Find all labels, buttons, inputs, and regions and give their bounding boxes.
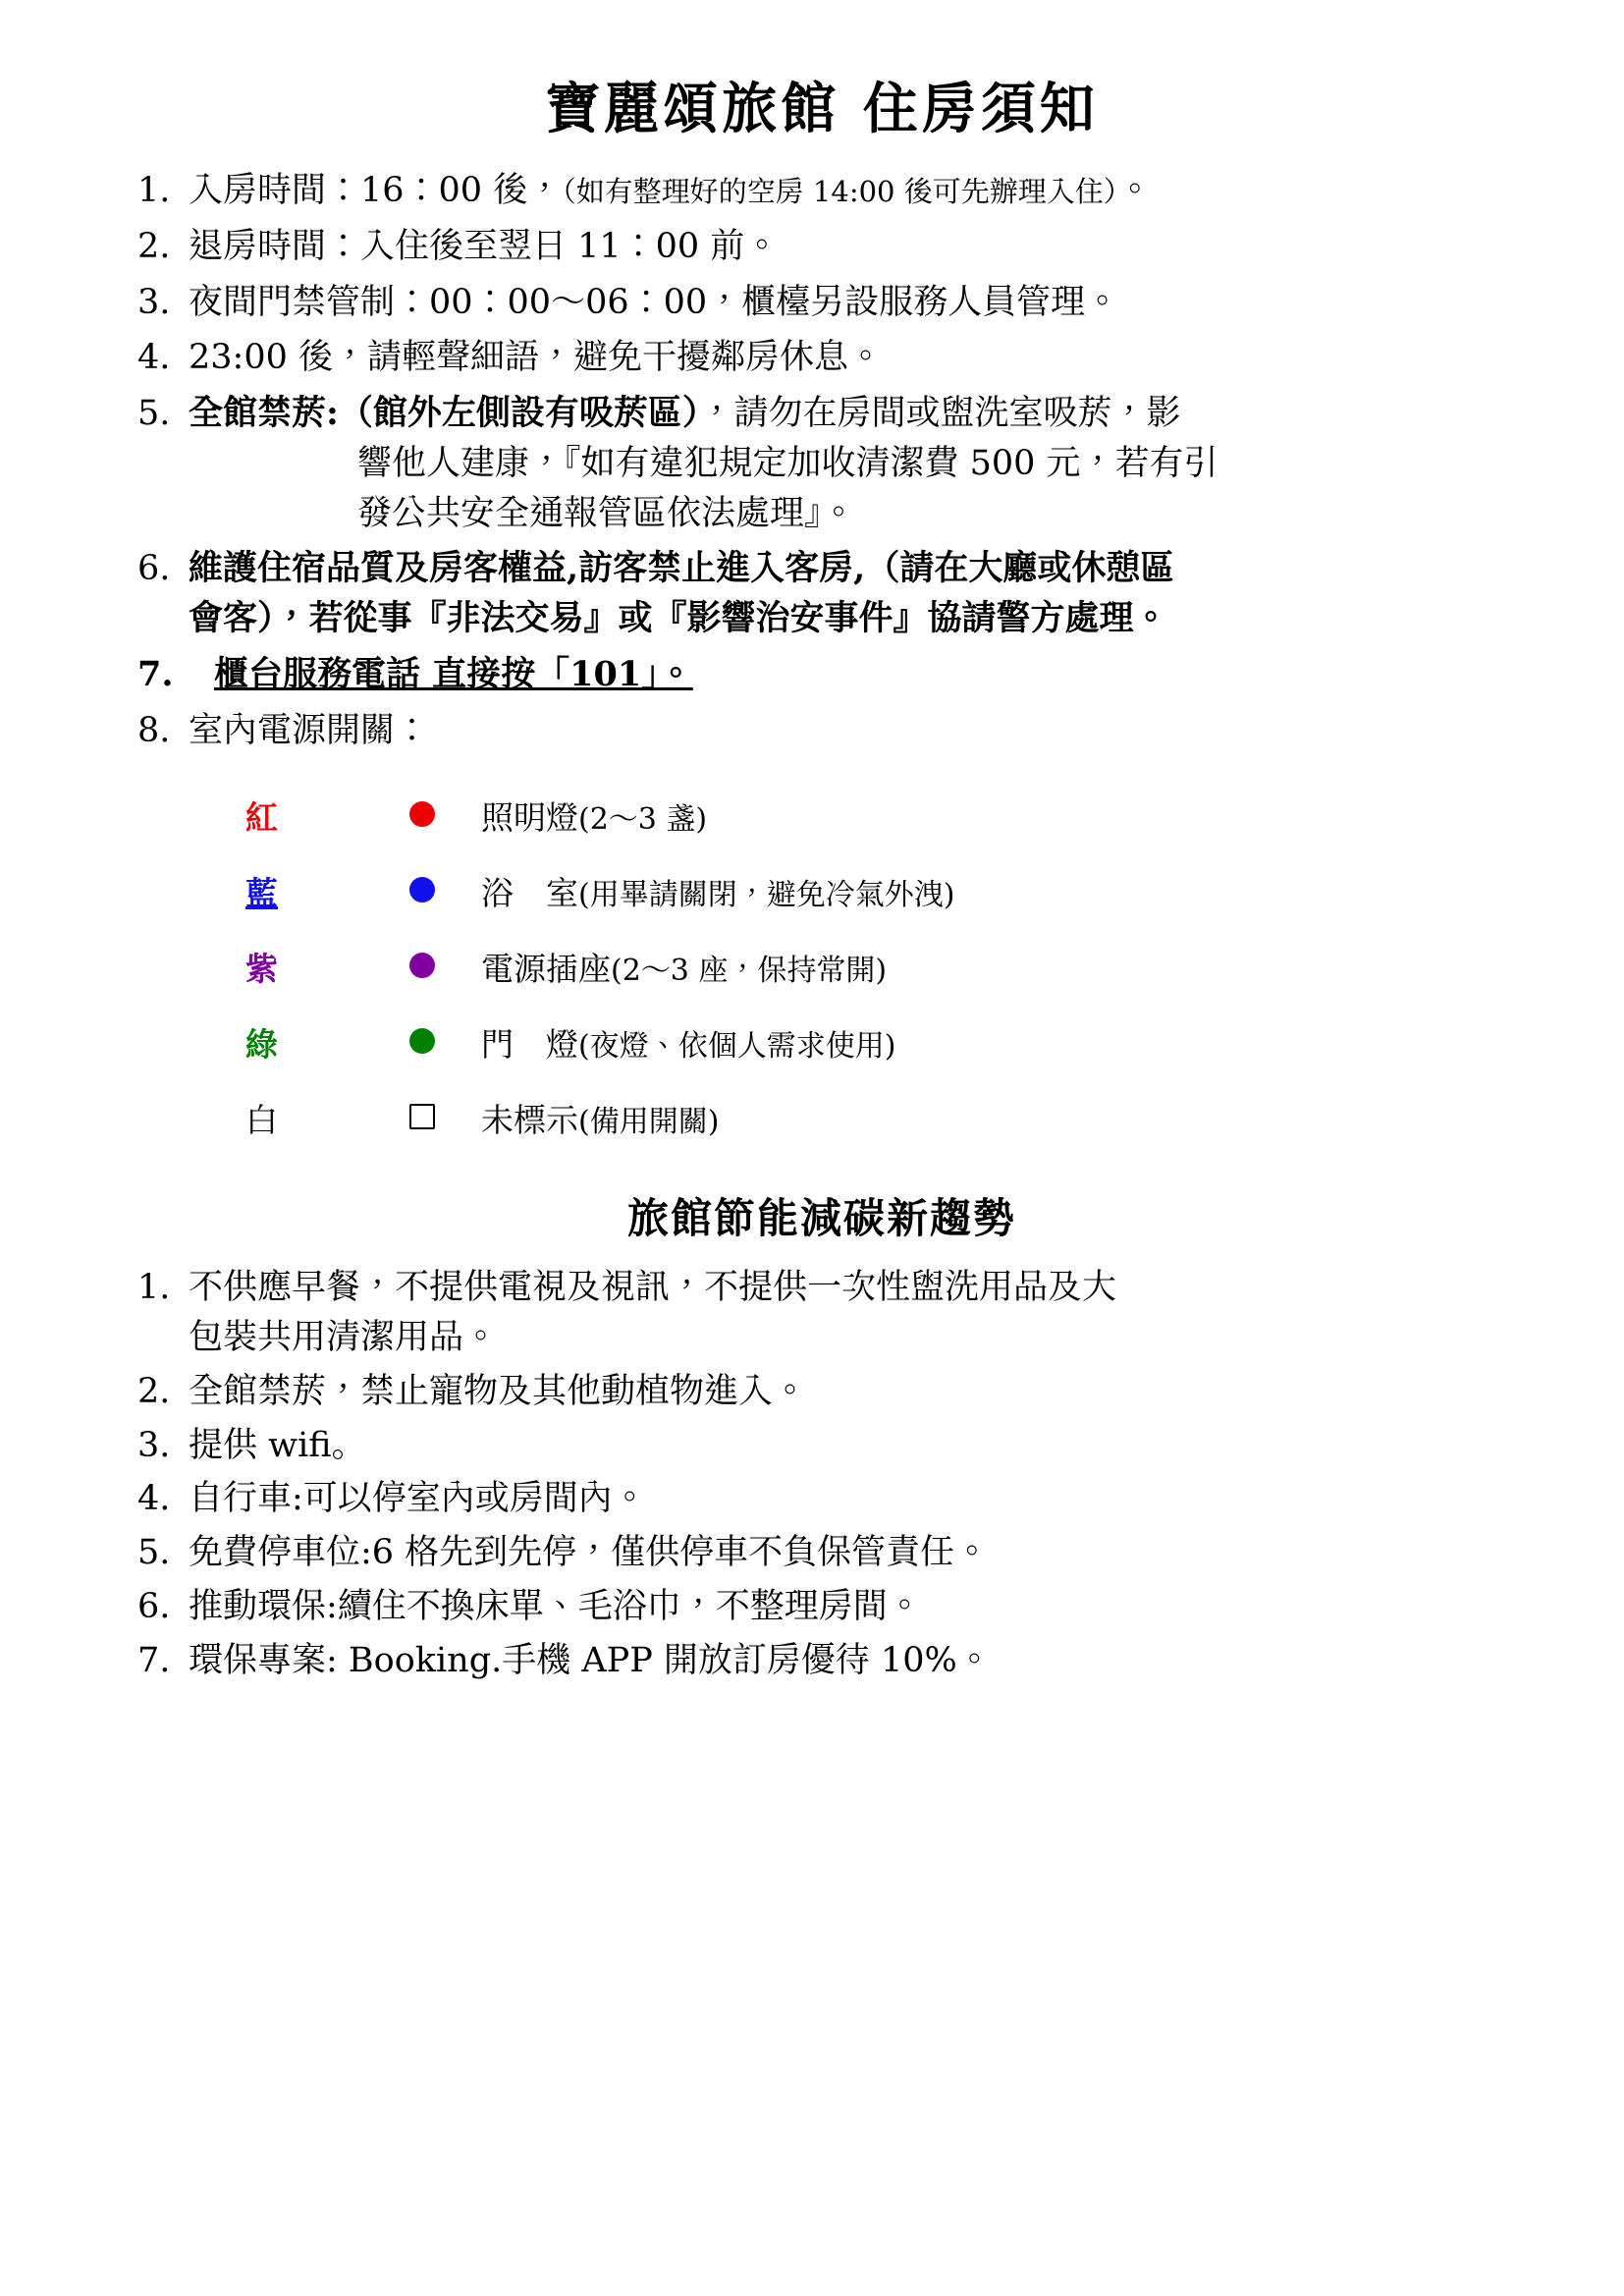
rule-item-4 — [137, 333, 1506, 383]
rule-item-6 — [137, 544, 1506, 644]
switch-function-name: 門 燈 — [481, 1025, 578, 1065]
eco-number: 5. — [137, 1533, 171, 1572]
eco-item-5 — [137, 1528, 1506, 1578]
rule-item-1 — [137, 166, 1506, 216]
switch-row-green — [137, 1006, 954, 1081]
rule-text — [189, 389, 1506, 538]
switch-dot-cell — [363, 930, 481, 1006]
switch-function — [481, 779, 954, 854]
eco-text: 全館禁菸，禁止寵物及其他動植物進入。 — [189, 1371, 808, 1411]
eco-number: 7. — [137, 1640, 171, 1680]
switch-dot-cell — [363, 854, 481, 930]
rule-text — [189, 166, 1506, 216]
switch-function-name: 電源插座 — [481, 950, 611, 989]
blue-circle-icon — [409, 877, 435, 902]
rule-text: 室內電源開關： — [189, 710, 430, 750]
eco-item-1 — [137, 1263, 1506, 1363]
switch-function-note: (備用開關) — [578, 1105, 720, 1140]
switch-color-label: 紫 — [245, 950, 278, 989]
switch-color-label: 藍 — [245, 874, 278, 913]
rule-main: 入房時間：16：00 後， — [189, 171, 563, 210]
purple-circle-icon — [409, 953, 435, 978]
rule-number: 5. — [137, 394, 171, 433]
eco-text — [189, 1263, 1506, 1363]
rule-continuation-1: 響他人建康，『如有違犯規定加收清潔費 500 元，若有引 — [357, 443, 1218, 483]
eco-policy-list — [137, 1263, 1506, 1685]
switch-function — [481, 1006, 954, 1081]
rule-text: 退房時間：入住後至翌日 11：00 前。 — [189, 226, 780, 266]
rule-continuation-2: 發公共安全通報管區依法處理』。 — [357, 493, 856, 533]
switch-dot-cell — [363, 1006, 481, 1081]
eco-text: 免費停車位:6 格先到先停，僅供停車不負保管責任。 — [189, 1533, 990, 1572]
rule-number: 6. — [137, 549, 171, 589]
smoking-area-note: （館外左側設有吸菸區） — [338, 393, 700, 433]
rule-item-3 — [137, 278, 1506, 328]
eco-item-3 — [137, 1421, 1506, 1471]
switch-row-red — [137, 779, 954, 854]
eco-continuation: 包裝共用清潔用品。 — [189, 1318, 499, 1357]
rule-number: 3. — [137, 282, 171, 322]
rule-tail: 。 — [1117, 171, 1153, 210]
switch-color-label: 白 — [245, 1101, 278, 1140]
rule-number: 1. — [137, 171, 171, 210]
eco-item-6 — [137, 1582, 1506, 1632]
switch-function-note: (夜燈、依個人需求使用) — [578, 1029, 896, 1065]
switch-function — [481, 854, 954, 930]
front-desk-phone-text: 櫃台服務電話 直接按「101」。 — [214, 653, 693, 694]
rule-number: 4. — [137, 338, 171, 378]
switch-function-note: (2～3 座，保持常開) — [611, 954, 888, 989]
page-title: 寶麗頌旅館 住房須知 — [545, 77, 1099, 141]
switch-function-note: (2～3 盞) — [578, 802, 708, 838]
eco-main: 不供應早餐，不提供電視及視訊，不提供一次性盥洗用品及大 — [189, 1268, 1117, 1308]
rule-main: ，請勿在房間或盥洗室吸菸，影 — [699, 394, 1181, 433]
rule-text: 23:00 後，請輕聲細語，避免干擾鄰房休息。 — [189, 338, 883, 378]
eco-item-4 — [137, 1474, 1506, 1524]
eco-text: 自行車:可以停室內或房間內。 — [189, 1479, 647, 1519]
eco-number: 3. — [137, 1425, 171, 1465]
rule-main: 維護住宿品質及房客權益,訪客禁止進入客房,（請在大廳或休憩區 — [189, 548, 1175, 589]
eco-text: 環保專案: Booking.手機 APP 開放訂房優待 10%。 — [189, 1640, 992, 1680]
rule-item-5 — [137, 389, 1506, 538]
eco-text: 推動環保:續住不換床單、毛浴巾，不整理房間。 — [189, 1586, 922, 1626]
red-circle-icon — [409, 801, 435, 827]
switch-row-blue — [137, 854, 954, 930]
house-rules-list — [137, 166, 1506, 755]
switch-row-white — [137, 1081, 954, 1157]
switch-dot-cell — [363, 779, 481, 854]
switch-row-purple — [137, 930, 954, 1006]
eco-number: 1. — [137, 1268, 171, 1308]
no-smoking-label: 全館禁菸: — [189, 393, 339, 433]
rule-item-7 — [137, 650, 1506, 700]
rule-number: 8. — [137, 710, 171, 750]
green-circle-icon — [409, 1028, 435, 1054]
rule-item-2 — [137, 222, 1506, 272]
switch-dot-cell — [363, 1081, 481, 1157]
eco-number: 4. — [137, 1479, 171, 1519]
eco-item-2 — [137, 1367, 1506, 1417]
switch-color-table — [137, 779, 954, 1157]
section-title-eco: 旅館節能減碳新趨勢 — [626, 1194, 1016, 1243]
rule-number: 7. — [137, 653, 174, 694]
rule-continuation-1: 會客），若從事『非法交易』或『影響治安事件』協請警方處理。 — [189, 598, 1168, 638]
switch-function-name: 浴 室 — [481, 874, 578, 913]
eco-item-7 — [137, 1636, 1506, 1686]
rule-text — [189, 544, 1506, 644]
switch-function-name: 照明燈 — [481, 798, 578, 838]
switch-color-label: 紅 — [245, 798, 278, 838]
eco-number: 2. — [137, 1371, 171, 1411]
eco-number: 6. — [137, 1586, 171, 1626]
eco-text: 提供 wifi。 — [189, 1425, 366, 1465]
switch-color-label: 綠 — [245, 1025, 278, 1065]
rule-paren: （如有整理好的空房 14:00 後可先辦理入住） — [562, 175, 1118, 208]
switch-function-note: (用畢請關閉，避免冷氣外洩) — [578, 878, 955, 913]
rule-number: 2. — [137, 226, 171, 266]
rule-item-8 — [137, 706, 1506, 756]
white-square-icon — [409, 1104, 435, 1129]
switch-function — [481, 930, 954, 1006]
rule-text: 夜間門禁管制：00：00～06：00，櫃檯另設服務人員管理。 — [189, 282, 1120, 322]
switch-function-name: 未標示 — [481, 1101, 578, 1140]
switch-function — [481, 1081, 954, 1157]
